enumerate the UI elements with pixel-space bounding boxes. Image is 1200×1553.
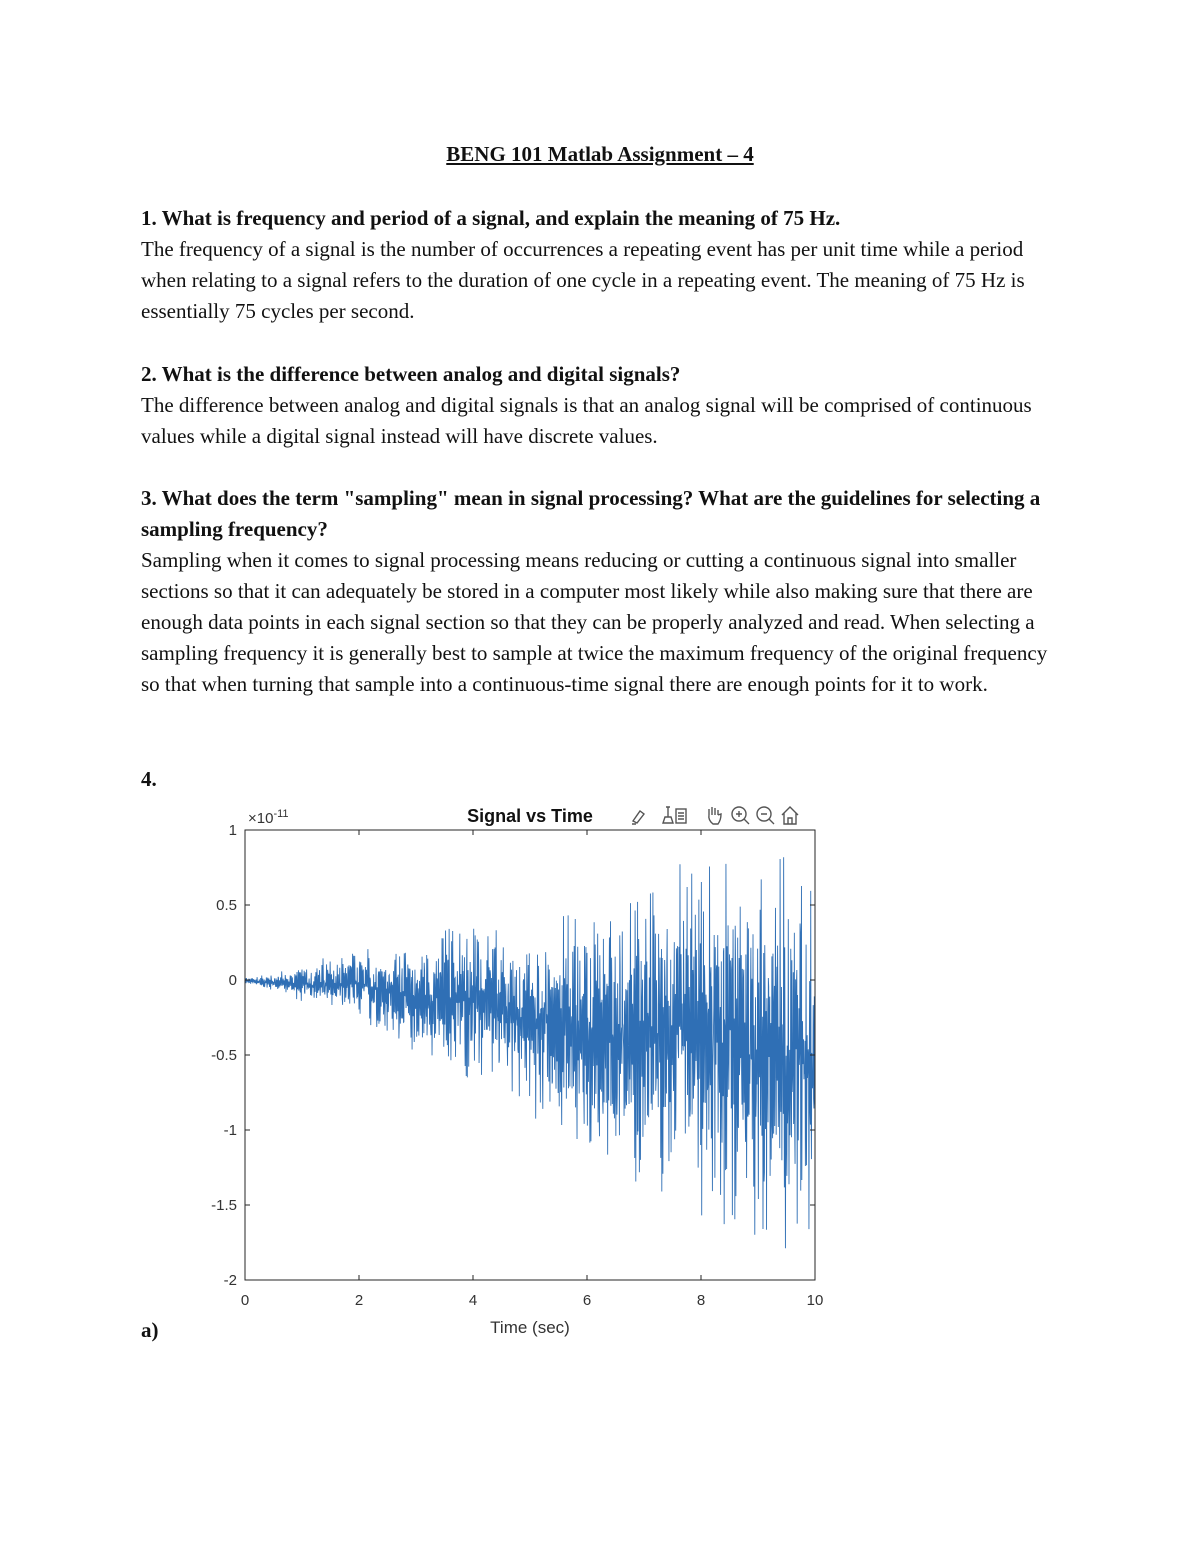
y-tick-label: 1 — [228, 822, 237, 839]
y-tick-label: -1.5 — [211, 1197, 237, 1214]
exponent-base: ×10 — [248, 810, 274, 827]
question-1-section — [141, 203, 1071, 327]
pan-icon[interactable] — [709, 807, 721, 824]
brush-icon[interactable] — [632, 811, 644, 824]
signal-vs-time-figure — [190, 795, 850, 1355]
exponent-power: -11 — [273, 808, 289, 820]
x-tick-label: 4 — [468, 1292, 478, 1309]
question-3-section — [141, 483, 1071, 700]
question-2: 2. What is the difference between analog and digital signals? — [141, 362, 681, 386]
part-a-label: a) — [141, 1318, 159, 1342]
answer-1: The frequency of a signal is the number of occurrences a repeating event has per unit time while a period when relating to a signal refers to the duration of one cycle in a repeating event. The meaning of 75 Hz is essentially 75 cycles per second. — [141, 237, 1025, 323]
signal-chart — [190, 795, 850, 1355]
x-tick-label: 10 — [806, 1292, 824, 1309]
y-tick-label: -0.5 — [211, 1047, 237, 1064]
question-1: 1. What is frequency and period of a signal, and explain the meaning of 75 Hz. — [141, 206, 841, 230]
chart-title: Signal vs Time — [467, 806, 593, 826]
question-4-label: 4. — [141, 767, 157, 791]
home-icon[interactable] — [782, 807, 798, 824]
x-tick-label: 2 — [354, 1292, 364, 1309]
x-tick-label: 0 — [240, 1292, 250, 1309]
zoom-out-icon[interactable] — [757, 807, 774, 824]
exponent-label — [248, 808, 289, 827]
zoom-in-icon[interactable] — [732, 807, 749, 824]
figure-toolbar — [632, 807, 798, 824]
y-tick-label: 0 — [228, 972, 237, 989]
data-tips-icon[interactable] — [663, 807, 686, 823]
answer-3: Sampling when it comes to signal processing means reducing or cutting a continuous signal into smaller sections so that it can adequately be stored in a computer most likely while also making sure that there are enough data points in each signal section so that they can be properly analyzed and read. When selecting a sampling frequency it is generally best to sample at twice the maximum frequency of the original frequency so that when turning that sample into a continuous-time signal there are enough points for it to work. — [141, 548, 1048, 696]
x-axis-label: Time (sec) — [490, 1318, 570, 1337]
x-tick-label: 8 — [696, 1292, 706, 1309]
x-tick-label: 6 — [582, 1292, 592, 1309]
document-title: BENG 101 Matlab Assignment – 4 — [446, 142, 754, 166]
question-2-section — [141, 359, 1071, 452]
answer-2: The difference between analog and digital signals is that an analog signal will be comprised of continuous values while a digital signal instead will have discrete values. — [141, 393, 1032, 448]
question-3: 3. What does the term "sampling" mean in signal processing? What are the guidelines for selecting a sampling frequency? — [141, 486, 1041, 541]
y-tick-label: -2 — [223, 1272, 237, 1289]
y-tick-label: -1 — [223, 1122, 237, 1139]
y-tick-label: 0.5 — [216, 897, 237, 914]
